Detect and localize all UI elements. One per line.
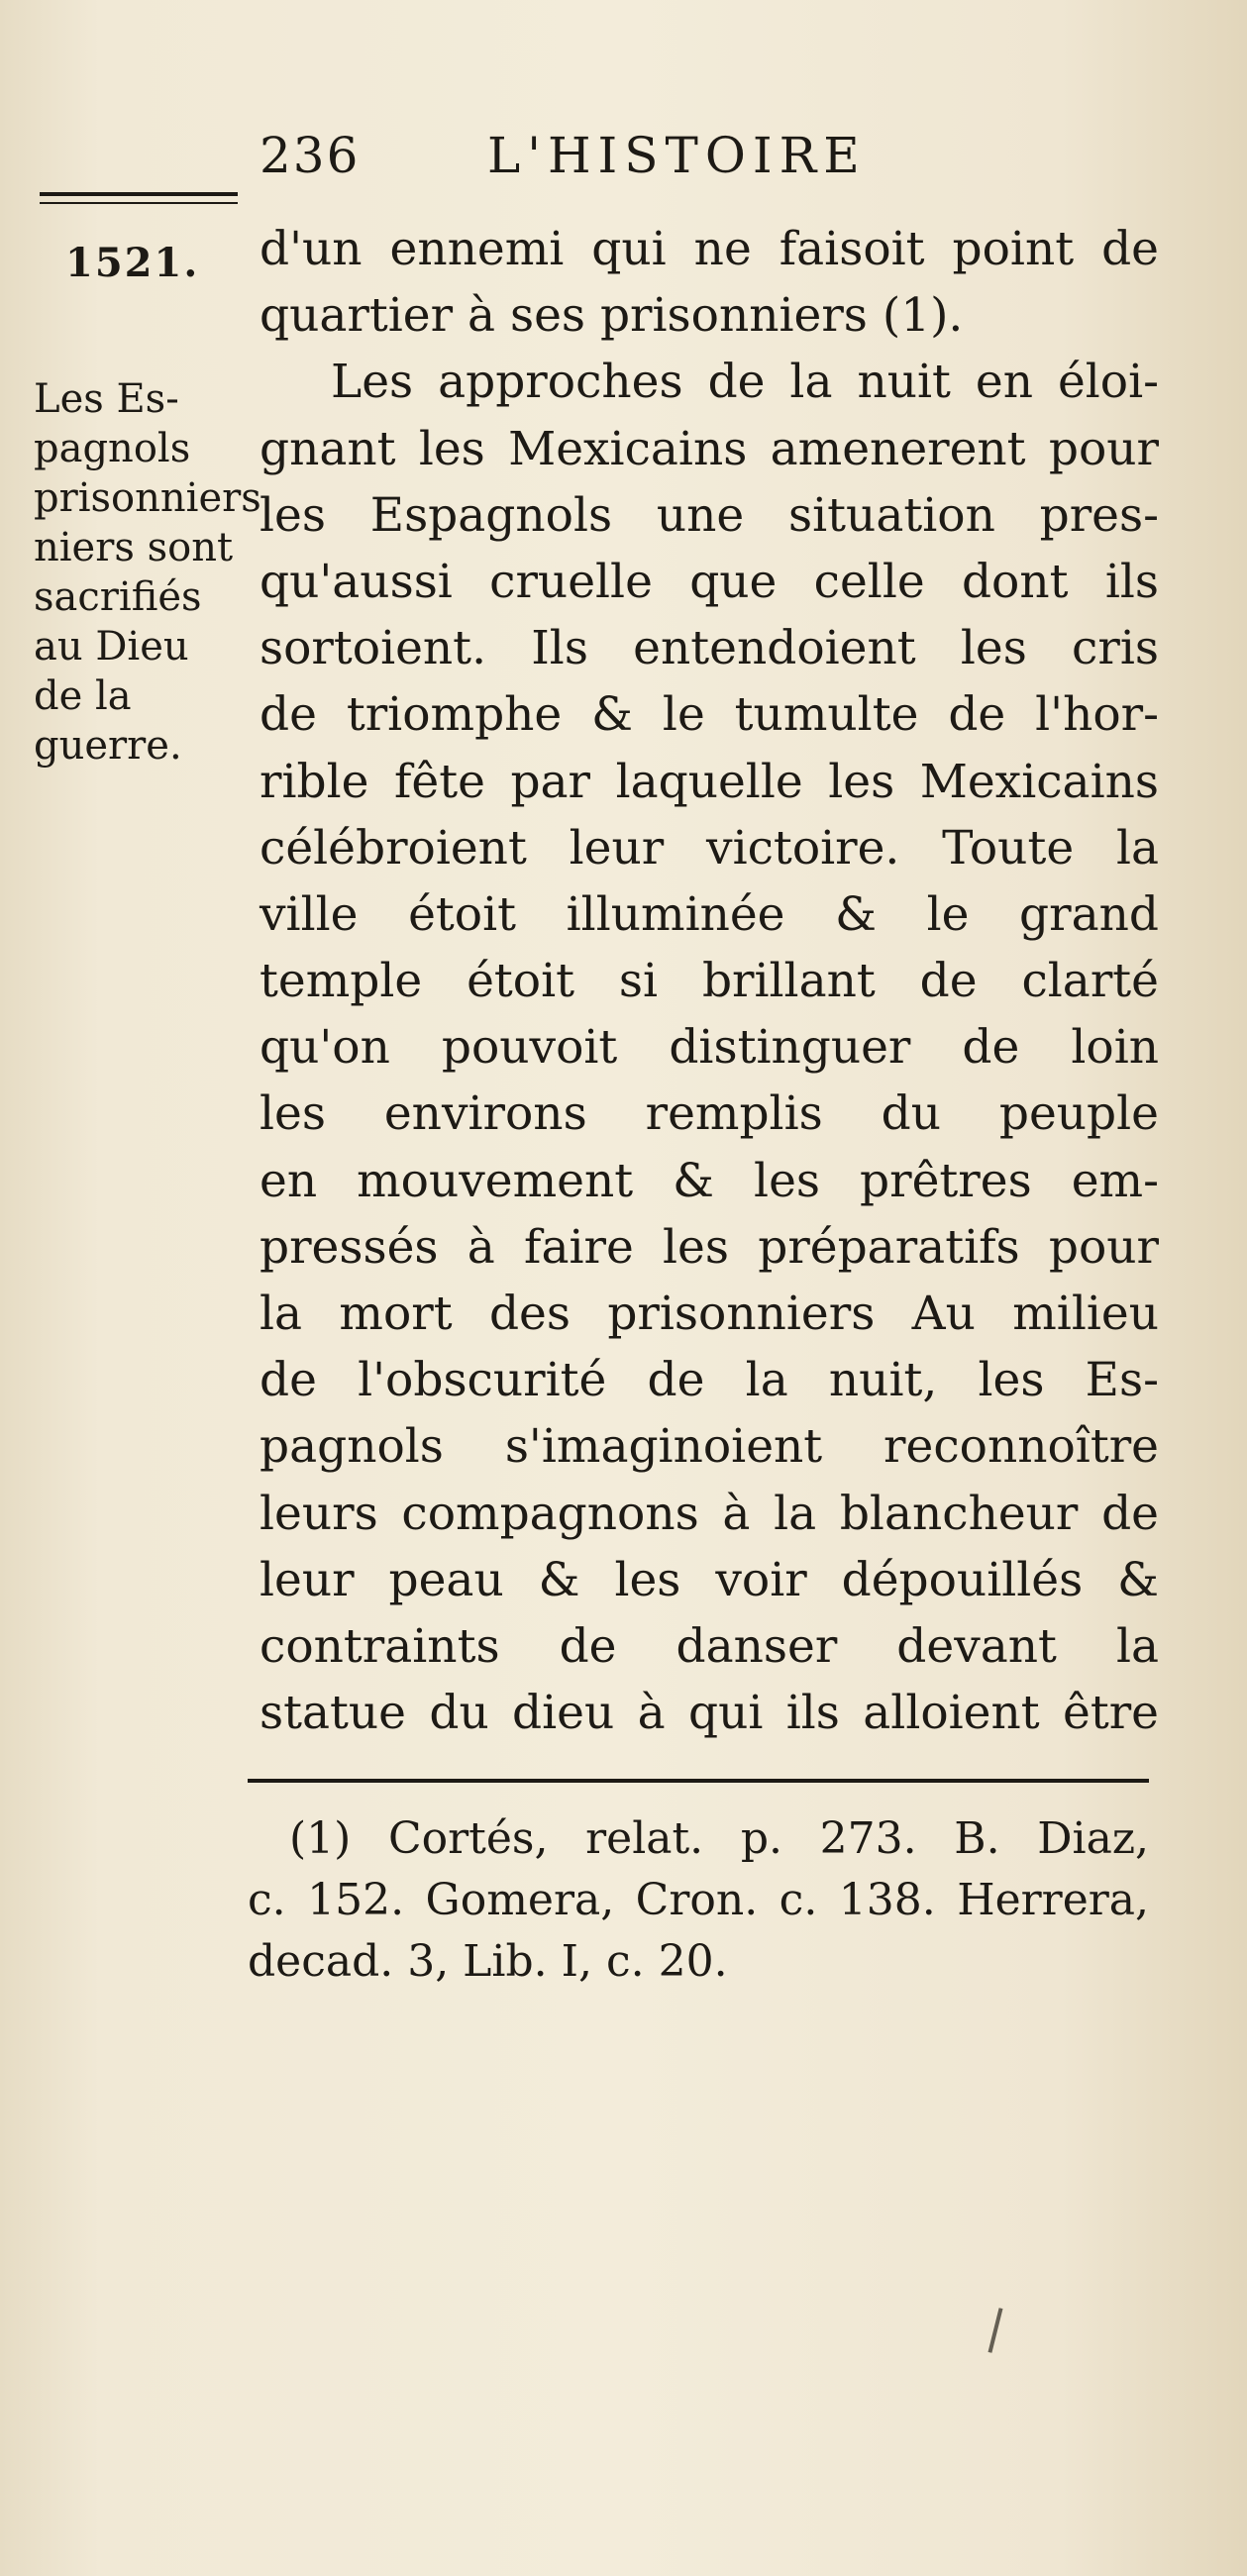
running-head — [260, 127, 867, 184]
margin-note-line: pagnols — [34, 426, 191, 471]
text-line: statue du dieu à qui ils alloient être — [260, 1686, 1159, 1741]
text-line: sortoient. Ils entendoient les cris — [260, 621, 1159, 676]
text-line: en mouvement & les prêtres em- — [260, 1153, 1159, 1208]
text-line: leurs compagnons à la blancheur de — [260, 1486, 1159, 1541]
text-line: leur peau & les voir dépouillés & — [260, 1552, 1159, 1607]
footnote-line: decad. 3, Lib. I, c. 20. — [248, 1936, 728, 1987]
text-line: gnant les Mexicains amenerent pour — [260, 421, 1159, 476]
margin-rule — [40, 192, 238, 196]
margin-note-line: de la — [34, 673, 132, 719]
text-line: temple étoit si brillant de clarté — [260, 954, 1159, 1009]
margin-note-line: guerre. — [34, 723, 182, 769]
text-line: de triomphe & le tumulte de l'hor- — [260, 687, 1159, 743]
text-line: d'un ennemi qui ne faisoit point de — [260, 222, 1159, 276]
text-line: pressés à faire les préparatifs pour — [260, 1219, 1159, 1275]
text-line: rible fête par laquelle les Mexicains — [260, 754, 1159, 809]
running-title: L'HISTOIRE — [487, 127, 867, 184]
ink-mark — [987, 2308, 1002, 2353]
margin-year: 1521. — [65, 240, 200, 286]
text-line: contraints de danser devant la — [260, 1618, 1159, 1674]
text-line: quartier à ses prisonniers (1). — [260, 288, 964, 344]
margin-note-line: niers sont — [34, 525, 234, 570]
text-line: célébroient leur victoire. Toute la — [260, 820, 1159, 876]
text-line: la mort des prisonniers Au milieu — [260, 1287, 1159, 1341]
text-line: qu'aussi cruelle que celle dont ils — [260, 554, 1159, 609]
text-line: de l'obscurité de la nuit, les Es- — [260, 1353, 1159, 1408]
footnote-line: c. 152. Gomera, Cron. c. 138. Herrera, — [248, 1875, 1149, 1925]
margin-note-line: sacrifiés — [34, 574, 202, 620]
margin-note-line: Les Es- — [34, 376, 179, 422]
margin-note-line: au Dieu — [34, 624, 189, 670]
footnote — [248, 1808, 1149, 1993]
margin-note-line: prisonniers — [34, 475, 261, 521]
text-line: ville étoit illuminée & le grand — [260, 886, 1159, 942]
page-number: 236 — [260, 127, 361, 184]
margin-note — [34, 374, 261, 771]
text-line: les environs remplis du peuple — [260, 1086, 1159, 1142]
margin-rule-thin — [40, 202, 238, 204]
footnote-line: (1) Cortés, relat. p. 273. B. Diaz, — [289, 1813, 1149, 1864]
body-text — [260, 216, 1159, 1746]
text-line: qu'on pouvoit distinguer de loin — [260, 1020, 1159, 1076]
text-line: Les approches de la nuit en éloi- — [331, 355, 1159, 410]
footnote-rule — [248, 1779, 1149, 1783]
text-line: les Espagnols une situation pres- — [260, 487, 1159, 543]
text-line: pagnols s'imaginoient reconnoître — [260, 1419, 1159, 1475]
